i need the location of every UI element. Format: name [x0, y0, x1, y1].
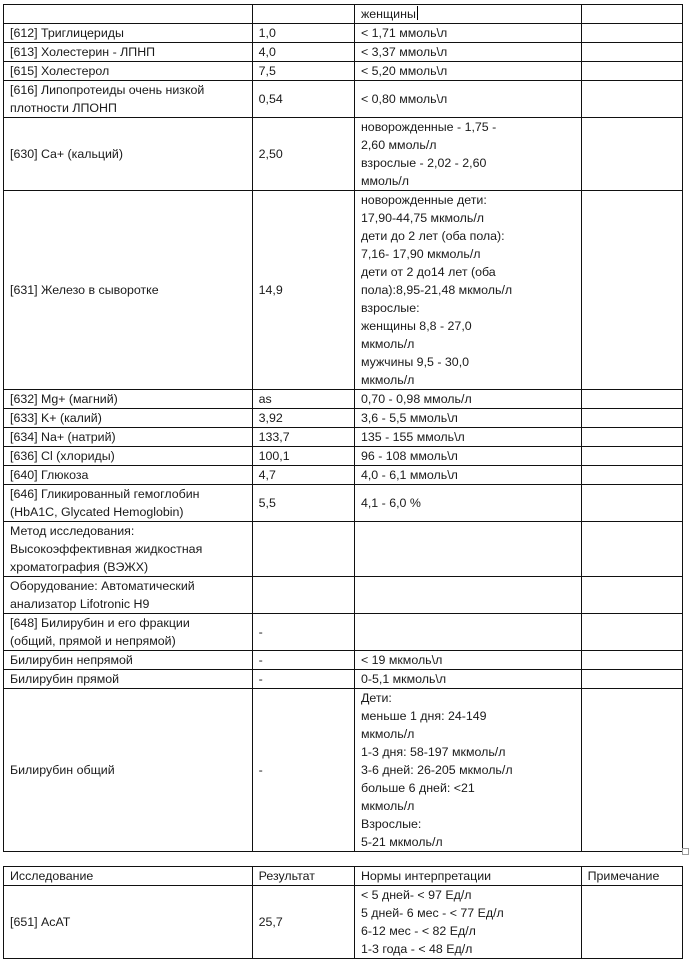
note-cell[interactable]	[581, 24, 682, 43]
table-row	[4, 5, 683, 24]
result-cell[interactable]	[252, 886, 354, 959]
reference-range-line: < 19 мкмоль\л	[360, 653, 443, 667]
test-name-cell[interactable]	[4, 191, 253, 390]
reference-range-line: пола):8,95-21,48 мкмоль/л	[360, 283, 513, 297]
result-cell[interactable]	[252, 24, 354, 43]
result-cell[interactable]	[252, 62, 354, 81]
test-name-line: [646] Гликированный гемоглобин	[10, 487, 200, 501]
reference-range-line: 135 - 155 ммоль\л	[360, 430, 465, 444]
reference-range-line: < 0,80 ммоль\л	[360, 92, 448, 106]
result-cell[interactable]	[252, 118, 354, 191]
reference-range-cell[interactable]	[354, 62, 581, 81]
result-cell[interactable]	[252, 485, 354, 522]
table-row	[4, 670, 683, 689]
reference-range-line: мкмоль/л	[360, 727, 415, 741]
note-cell[interactable]	[581, 670, 682, 689]
test-name-line: [613] Холестерин - ЛПНП	[10, 45, 156, 59]
reference-range-cell[interactable]	[354, 577, 581, 614]
reference-range-line: 3,6 - 5,5 ммоль\л	[360, 411, 458, 425]
reference-range-line: 0,70 - 0,98 ммоль/л	[360, 392, 472, 406]
test-name-cell[interactable]	[4, 409, 253, 428]
test-name-line: [632] Mg+ (магний)	[10, 392, 118, 406]
reference-range-line: 4,1 - 6,0 %	[360, 496, 421, 510]
result-value: 14,9	[258, 283, 283, 297]
reference-range-cell[interactable]	[354, 614, 581, 651]
table-row	[4, 447, 683, 466]
result-value: 4,0	[258, 45, 276, 59]
table-row	[4, 43, 683, 62]
note-cell[interactable]	[581, 466, 682, 485]
test-name-cell[interactable]	[4, 43, 253, 62]
test-name-cell[interactable]	[4, 466, 253, 485]
reference-range-line: мкмоль/л	[360, 799, 415, 813]
test-name-line: [616] Липопротеиды очень низкой	[10, 83, 205, 97]
reference-range-line: 3-6 дней: 26-205 мкмоль/л	[360, 763, 513, 777]
test-name-line: [633] K+ (калий)	[10, 411, 102, 425]
test-name-line: Высокоэффективная жидкостная	[10, 542, 203, 556]
reference-range-cell[interactable]	[354, 670, 581, 689]
reference-range-cell[interactable]	[354, 522, 581, 577]
result-cell[interactable]	[252, 81, 354, 118]
test-name-cell[interactable]	[4, 886, 253, 959]
reference-range-line: 96 - 108 ммоль\л	[360, 449, 458, 463]
test-name-cell[interactable]	[4, 651, 253, 670]
test-name-line: (общий, прямой и непрямой)	[10, 634, 176, 648]
note-cell[interactable]	[581, 886, 682, 959]
note-cell[interactable]	[581, 43, 682, 62]
result-value: 5,5	[258, 496, 276, 510]
table-row	[4, 614, 683, 651]
header-note: Примечание	[581, 867, 682, 886]
reference-range-line: мужчины 9,5 - 30,0	[360, 355, 470, 369]
note-cell[interactable]	[581, 577, 682, 614]
reference-range-line: Дети:	[360, 691, 392, 705]
result-value: 3,92	[258, 411, 283, 425]
reference-range-line: 17,90-44,75 мкмоль/л	[360, 211, 484, 225]
test-name-cell[interactable]	[4, 522, 253, 577]
result-cell[interactable]	[252, 43, 354, 62]
reference-range-line: взрослые:	[360, 301, 420, 315]
result-cell[interactable]	[252, 670, 354, 689]
result-cell[interactable]	[252, 390, 354, 409]
test-name-cell[interactable]	[4, 577, 253, 614]
reference-range-line: < 5,20 ммоль\л	[360, 64, 448, 78]
reference-range-cell[interactable]	[354, 81, 581, 118]
test-name-cell[interactable]	[4, 689, 253, 852]
result-value: 7,5	[258, 64, 276, 78]
test-name-cell[interactable]	[4, 62, 253, 81]
test-name-line: хроматография (ВЭЖХ)	[10, 560, 149, 574]
table-row	[4, 485, 683, 522]
test-name-line: Оборудование: Автоматический	[10, 579, 195, 593]
reference-range-line: дети до 2 лет (оба пола):	[360, 229, 505, 243]
reference-range-line: больше 6 дней: <21	[360, 781, 475, 795]
lab-results-table-2-body	[4, 886, 683, 959]
reference-range-line: 4,0 - 6,1 ммоль\л	[360, 468, 458, 482]
reference-range-line: дети от 2 до14 лет (оба	[360, 265, 496, 279]
table-row	[4, 409, 683, 428]
table-row	[4, 81, 683, 118]
reference-range-cell[interactable]	[354, 390, 581, 409]
test-name-line: (HbA1C, Glycated Hemoglobin)	[10, 505, 184, 519]
result-cell[interactable]	[252, 447, 354, 466]
lab-results-table	[3, 4, 683, 852]
note-cell[interactable]	[581, 485, 682, 522]
note-cell[interactable]	[581, 428, 682, 447]
reference-range-cell[interactable]	[354, 689, 581, 852]
test-name-line: [634] Na+ (натрий)	[10, 430, 116, 444]
reference-range-line: новорожденные дети:	[360, 193, 487, 207]
table-row	[4, 886, 683, 959]
table-row	[4, 522, 683, 577]
result-cell[interactable]	[252, 409, 354, 428]
header-test: Исследование	[4, 867, 253, 886]
test-name-line: [636] Cl (хлориды)	[10, 449, 115, 463]
result-value: 1,0	[258, 26, 276, 40]
reference-range-line: 7,16- 17,90 мкмоль/л	[360, 247, 481, 261]
note-cell[interactable]	[581, 651, 682, 670]
test-name-line: Билирубин прямой	[10, 672, 120, 686]
note-cell[interactable]	[581, 614, 682, 651]
reference-range-cell[interactable]	[354, 651, 581, 670]
reference-range-line: 5 дней- 6 мес - < 77 Ед/л	[360, 906, 504, 920]
reference-range-cell[interactable]	[354, 485, 581, 522]
reference-range-cell[interactable]	[354, 5, 581, 24]
result-cell[interactable]	[252, 651, 354, 670]
result-value: 25,7	[258, 915, 283, 929]
note-cell[interactable]	[581, 447, 682, 466]
reference-range-cell[interactable]	[354, 43, 581, 62]
test-name-cell[interactable]	[4, 428, 253, 447]
note-cell[interactable]	[581, 118, 682, 191]
header-result: Результат	[252, 867, 354, 886]
result-cell[interactable]	[252, 614, 354, 651]
reference-range-cell[interactable]	[354, 886, 581, 959]
test-name-line: [651] АсАТ	[10, 915, 71, 929]
test-name-line: анализатор Lifotronic H9	[10, 597, 150, 611]
result-value: 133,7	[258, 430, 290, 444]
reference-range-cell[interactable]	[354, 24, 581, 43]
result-cell[interactable]	[252, 5, 354, 24]
reference-range-line: взрослые - 2,02 - 2,60	[360, 156, 487, 170]
note-cell[interactable]	[581, 81, 682, 118]
reference-range-line: женщины	[360, 7, 416, 21]
test-name-line: [615] Холестерол	[10, 64, 110, 78]
result-value: -	[258, 653, 263, 667]
table-row	[4, 577, 683, 614]
reference-range-cell[interactable]	[354, 466, 581, 485]
result-value: -	[258, 763, 263, 777]
reference-range-line: мкмоль/л	[360, 373, 415, 387]
test-name-cell[interactable]	[4, 670, 253, 689]
reference-range-line: < 3,37 ммоль\л	[360, 45, 448, 59]
test-name-cell[interactable]	[4, 81, 253, 118]
header-norm: Нормы интерпретации	[354, 867, 581, 886]
reference-range-line: 5-21 мкмоль/л	[360, 835, 443, 849]
test-name-line: [648] Билирубин и его фракции	[10, 616, 190, 630]
reference-range-line: Взрослые:	[360, 817, 422, 831]
reference-range-cell[interactable]	[354, 428, 581, 447]
text-cursor	[417, 6, 418, 20]
table-row	[4, 62, 683, 81]
reference-range-line: 6-12 мес - < 82 Ед/л	[360, 924, 476, 938]
lab-results-table-body	[4, 5, 683, 852]
table-row	[4, 428, 683, 447]
test-name-line: [640] Глюкоза	[10, 468, 89, 482]
result-value: as	[258, 392, 272, 406]
reference-range-line: 1-3 года - < 48 Ед/л	[360, 942, 473, 956]
note-cell[interactable]	[581, 522, 682, 577]
test-name-cell[interactable]	[4, 485, 253, 522]
test-name-cell[interactable]	[4, 614, 253, 651]
reference-range-line: 0-5,1 мкмоль\л	[360, 672, 447, 686]
result-value: 2,50	[258, 147, 283, 161]
reference-range-line: меньше 1 дня: 24-149	[360, 709, 487, 723]
note-cell[interactable]	[581, 409, 682, 428]
reference-range-line: мкмоль/л	[360, 337, 415, 351]
reference-range-cell[interactable]	[354, 447, 581, 466]
table-row	[4, 466, 683, 485]
reference-range-line: 2,60 ммоль/л	[360, 138, 437, 152]
note-cell[interactable]	[581, 5, 682, 24]
reference-range-line: < 1,71 ммоль\л	[360, 26, 448, 40]
test-name-line: [630] Ca+ (кальций)	[10, 147, 123, 161]
result-cell[interactable]	[252, 428, 354, 447]
test-name-line: [631] Железо в сыворотке	[10, 283, 159, 297]
result-value: -	[258, 625, 263, 639]
table-row	[4, 390, 683, 409]
test-name-line: плотности ЛПОНП	[10, 101, 117, 115]
test-name-cell[interactable]	[4, 118, 253, 191]
result-cell[interactable]	[252, 191, 354, 390]
reference-range-line: женщины 8,8 - 27,0	[360, 319, 472, 333]
test-name-line: Билирубин общий	[10, 763, 115, 777]
result-cell[interactable]	[252, 577, 354, 614]
test-name-line: [612] Триглицериды	[10, 26, 124, 40]
test-name-line: Метод исследования:	[10, 524, 135, 538]
reference-range-cell[interactable]	[354, 118, 581, 191]
note-cell[interactable]	[581, 689, 682, 852]
result-value: 100,1	[258, 449, 290, 463]
table-resize-handle[interactable]	[682, 848, 689, 855]
test-name-cell[interactable]	[4, 390, 253, 409]
result-cell[interactable]	[252, 522, 354, 577]
result-value: -	[258, 672, 263, 686]
table-row	[4, 689, 683, 852]
lab-results-table-2	[3, 866, 683, 959]
table-row	[4, 24, 683, 43]
test-name-cell[interactable]	[4, 5, 253, 24]
result-value: 0,54	[258, 92, 283, 106]
note-cell[interactable]	[581, 62, 682, 81]
reference-range-line: < 5 дней- < 97 Ед/л	[360, 888, 472, 902]
reference-range-line: 1-3 дня: 58-197 мкмоль/л	[360, 745, 506, 759]
result-cell[interactable]	[252, 689, 354, 852]
test-name-line: Билирубин непрямой	[10, 653, 133, 667]
result-value: 4,7	[258, 468, 276, 482]
reference-range-line: ммоль/л	[360, 174, 409, 188]
test-name-cell[interactable]	[4, 447, 253, 466]
table-row	[4, 191, 683, 390]
table-row	[4, 651, 683, 670]
note-cell[interactable]	[581, 191, 682, 390]
test-name-cell[interactable]	[4, 24, 253, 43]
reference-range-cell[interactable]	[354, 191, 581, 390]
reference-range-cell[interactable]	[354, 409, 581, 428]
reference-range-line: новорожденные - 1,75 -	[360, 120, 497, 134]
table-header-row	[4, 867, 683, 886]
note-cell[interactable]	[581, 390, 682, 409]
result-cell[interactable]	[252, 466, 354, 485]
table-row	[4, 118, 683, 191]
